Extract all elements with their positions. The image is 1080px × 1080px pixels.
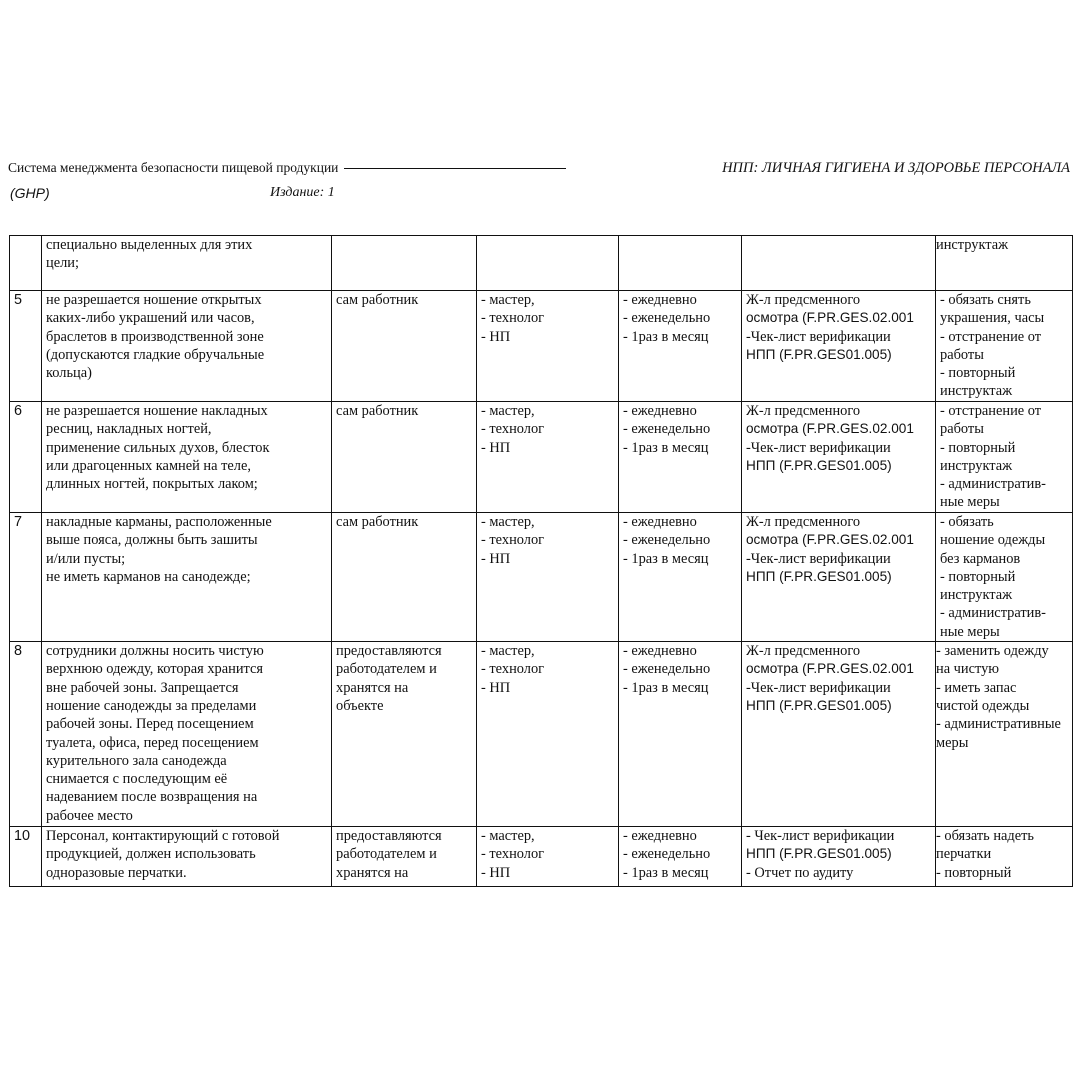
table-row bbox=[10, 402, 1073, 513]
cell-line: сам работник bbox=[336, 292, 419, 308]
cell-line: длинных ногтей, покрытых лаком; bbox=[46, 476, 258, 493]
cell-line: - еженедельно bbox=[623, 846, 711, 863]
cell-line: снимается с последующим её bbox=[46, 771, 228, 788]
records-cell bbox=[742, 513, 936, 642]
actions-cell bbox=[936, 513, 1073, 642]
cell-line: работы bbox=[940, 421, 984, 438]
cell-line: - обязать снять bbox=[940, 292, 1031, 308]
requirement-cell bbox=[42, 513, 332, 642]
actions-cell bbox=[936, 642, 1073, 827]
cell-line: одноразовые перчатки. bbox=[46, 864, 187, 881]
cell-line: - мастер, bbox=[481, 403, 535, 419]
cell-line: перчатки bbox=[936, 846, 992, 863]
cell-line: - НП bbox=[481, 864, 511, 881]
cell-line: - технолог bbox=[481, 532, 545, 549]
cell-line: рабочей зоны. Перед посещением bbox=[46, 716, 254, 733]
cell-line: на чистую bbox=[936, 661, 1000, 678]
records-cell bbox=[742, 642, 936, 827]
blank-underline bbox=[344, 167, 566, 169]
responsible-cell bbox=[332, 513, 477, 642]
cell-line: или драгоценных камней на теле, bbox=[46, 457, 251, 474]
cell-line: - ежедневно bbox=[623, 828, 697, 845]
cell-line: туалета, офиса, перед посещением bbox=[46, 734, 259, 751]
cell-line: - технолог bbox=[481, 661, 545, 678]
cell-line: верхнюю одежду, которая хранится bbox=[46, 661, 264, 678]
cell-line: - мастер, bbox=[481, 292, 535, 308]
records-cell bbox=[742, 291, 936, 402]
cell-line: Ж-л предсменного bbox=[746, 292, 861, 308]
cell-line: - отстранение от bbox=[940, 328, 1042, 345]
row-number-cell: 10 bbox=[10, 827, 42, 887]
cell-line: осмотра (F.PR.GES.02.001 bbox=[746, 532, 914, 548]
requirement-cell bbox=[42, 827, 332, 887]
actions-cell bbox=[936, 402, 1073, 513]
cell-line: - повторный bbox=[940, 365, 1016, 382]
cell-line: ношение санодежды за пределами bbox=[46, 697, 257, 714]
cell-line: сотрудники должны носить чистую bbox=[46, 643, 264, 660]
cell-line: меры bbox=[936, 734, 969, 751]
cell-line: - обязать надеть bbox=[936, 828, 1034, 845]
cell-line: сам работник bbox=[336, 514, 419, 530]
cell-line: ресниц, накладных ногтей, bbox=[46, 421, 212, 438]
cell-line: цели; bbox=[46, 255, 79, 272]
cell-line: без карманов bbox=[940, 550, 1021, 567]
cell-line: - мастер, bbox=[481, 643, 535, 660]
cell-line: НПП (F.PR.GES01.005) bbox=[746, 568, 892, 584]
actions-cell bbox=[936, 291, 1073, 402]
cell-line: (допускаются гладкие обручальные bbox=[46, 346, 265, 363]
responsible-cell bbox=[332, 642, 477, 827]
responsible-cell bbox=[332, 402, 477, 513]
cell-line: - 1раз в месяц bbox=[623, 864, 709, 881]
row-number-cell bbox=[10, 236, 42, 291]
cell-line: браслетов в производственной зоне bbox=[46, 328, 264, 345]
controller-cell bbox=[477, 291, 619, 402]
cell-line: продукцией, должен использовать bbox=[46, 846, 256, 863]
row-number-cell: 8 bbox=[10, 642, 42, 827]
cell-line: -Чек-лист верификации bbox=[746, 439, 891, 456]
cell-line: специально выделенных для этих bbox=[46, 237, 253, 253]
cell-line: -Чек-лист верификации bbox=[746, 550, 891, 567]
cell-line: - мастер, bbox=[481, 828, 535, 845]
cell-line: и/или пусты; bbox=[46, 550, 126, 567]
cell-line: хранятся на bbox=[336, 679, 409, 696]
responsible-cell bbox=[332, 236, 477, 291]
cell-line: применение сильных духов, блесток bbox=[46, 439, 270, 456]
frequency-cell bbox=[619, 642, 742, 827]
requirement-cell bbox=[42, 642, 332, 827]
cell-line: ные меры bbox=[940, 494, 1000, 511]
cell-line: - Отчет по аудиту bbox=[746, 864, 854, 881]
cell-line: -Чек-лист верификации bbox=[746, 679, 891, 696]
cell-line: - ежедневно bbox=[623, 292, 697, 308]
hygiene-requirements-table bbox=[9, 235, 1073, 887]
cell-line: сам работник bbox=[336, 403, 419, 419]
actions-cell bbox=[936, 236, 1073, 291]
cell-line: - технолог bbox=[481, 310, 545, 327]
header-system-title bbox=[8, 160, 566, 176]
cell-line: кольца) bbox=[46, 365, 92, 382]
cell-line: - 1раз в месяц bbox=[623, 328, 709, 345]
requirement-cell bbox=[42, 236, 332, 291]
table-row bbox=[10, 827, 1073, 887]
cell-line: ные меры bbox=[940, 623, 1000, 640]
cell-line: - административ- bbox=[940, 476, 1046, 493]
cell-line: работы bbox=[940, 346, 984, 363]
cell-line: - еженедельно bbox=[623, 421, 711, 438]
cell-line: - административные bbox=[936, 716, 1061, 733]
cell-line: - НП bbox=[481, 550, 511, 567]
cell-line: - технолог bbox=[481, 421, 545, 438]
cell-line: - повторный bbox=[940, 439, 1016, 456]
cell-line: - НП bbox=[481, 328, 511, 345]
cell-line: предоставляются bbox=[336, 828, 442, 845]
cell-line: - еженедельно bbox=[623, 661, 711, 678]
responsible-cell bbox=[332, 827, 477, 887]
frequency-cell bbox=[619, 827, 742, 887]
controller-cell bbox=[477, 513, 619, 642]
cell-line: НПП (F.PR.GES01.005) bbox=[746, 346, 892, 362]
cell-line: чистой одежды bbox=[936, 697, 1030, 714]
table-row bbox=[10, 236, 1073, 291]
frequency-cell bbox=[619, 291, 742, 402]
cell-line: - НП bbox=[481, 679, 511, 696]
cell-line: вне рабочей зоны. Запрещается bbox=[46, 679, 239, 696]
cell-line: - НП bbox=[481, 439, 511, 456]
cell-line: Ж-л предсменного bbox=[746, 514, 861, 530]
cell-line: - ежедневно bbox=[623, 403, 697, 419]
cell-line: - повторный bbox=[940, 568, 1016, 585]
cell-line: предоставляются bbox=[336, 643, 442, 660]
cell-line: НПП (F.PR.GES01.005) bbox=[746, 457, 892, 473]
cell-line: - ежедневно bbox=[623, 643, 697, 660]
records-cell bbox=[742, 402, 936, 513]
cell-line: инструктаж bbox=[936, 237, 1009, 253]
cell-line: осмотра (F.PR.GES.02.001 bbox=[746, 661, 914, 677]
row-number-cell: 5 bbox=[10, 291, 42, 402]
cell-line: - повторный bbox=[936, 864, 1012, 881]
cell-line: объекте bbox=[336, 697, 384, 714]
cell-line: осмотра (F.PR.GES.02.001 bbox=[746, 310, 914, 326]
cell-line: - 1раз в месяц bbox=[623, 439, 709, 456]
cell-line: выше пояса, должны быть зашиты bbox=[46, 532, 258, 549]
cell-line: НПП (F.PR.GES01.005) bbox=[746, 846, 892, 862]
cell-line: - административ- bbox=[940, 605, 1046, 622]
cell-line: - отстранение от bbox=[940, 403, 1042, 419]
cell-line: Персонал, контактирующий с готовой bbox=[46, 828, 280, 845]
row-number-cell: 6 bbox=[10, 402, 42, 513]
controller-cell bbox=[477, 236, 619, 291]
records-cell bbox=[742, 236, 936, 291]
cell-line: - ежедневно bbox=[623, 514, 697, 530]
cell-line: Ж-л предсменного bbox=[746, 643, 861, 660]
controller-cell bbox=[477, 827, 619, 887]
cell-line: НПП (F.PR.GES01.005) bbox=[746, 697, 892, 713]
cell-line: ношение одежды bbox=[940, 532, 1046, 549]
cell-line: - технолог bbox=[481, 846, 545, 863]
cell-line: инструктаж bbox=[940, 587, 1013, 604]
cell-line: работодателем и bbox=[336, 661, 437, 678]
cell-line: накладные карманы, расположенные bbox=[46, 514, 272, 530]
cell-line: - еженедельно bbox=[623, 532, 711, 549]
cell-line: - обязать bbox=[940, 514, 994, 530]
header-edition: Издание: 1 bbox=[270, 185, 335, 200]
cell-line: надеванием после возвращения на bbox=[46, 789, 258, 806]
responsible-cell bbox=[332, 291, 477, 402]
cell-line: - 1раз в месяц bbox=[623, 550, 709, 567]
cell-line: курительного зала санодежда bbox=[46, 752, 227, 769]
row-number-cell: 7 bbox=[10, 513, 42, 642]
cell-line: хранятся на bbox=[336, 864, 409, 881]
cell-line: работодателем и bbox=[336, 846, 437, 863]
header-code: (GHP) bbox=[10, 185, 50, 201]
system-title-text: Система менеджмента безопасности пищевой продукции bbox=[8, 160, 339, 175]
controller-cell bbox=[477, 642, 619, 827]
cell-line: Ж-л предсменного bbox=[746, 403, 861, 419]
cell-line: - иметь запас bbox=[936, 679, 1017, 696]
requirement-cell bbox=[42, 291, 332, 402]
cell-line: -Чек-лист верификации bbox=[746, 328, 891, 345]
frequency-cell bbox=[619, 402, 742, 513]
controller-cell bbox=[477, 402, 619, 513]
requirement-cell bbox=[42, 402, 332, 513]
records-cell bbox=[742, 827, 936, 887]
cell-line: осмотра (F.PR.GES.02.001 bbox=[746, 421, 914, 437]
cell-line: не разрешается ношение накладных bbox=[46, 403, 268, 419]
cell-line: - 1раз в месяц bbox=[623, 679, 709, 696]
frequency-cell bbox=[619, 236, 742, 291]
cell-line: не иметь карманов на санодежде; bbox=[46, 568, 251, 585]
cell-line: рабочее место bbox=[46, 807, 133, 824]
cell-line: инструктаж bbox=[940, 383, 1013, 400]
table-row bbox=[10, 291, 1073, 402]
cell-line: - мастер, bbox=[481, 514, 535, 530]
cell-line: каких-либо украшений или часов, bbox=[46, 310, 255, 327]
cell-line: украшения, часы bbox=[940, 310, 1045, 327]
table-row bbox=[10, 513, 1073, 642]
cell-line: - Чек-лист верификации bbox=[746, 828, 895, 845]
header-document-title: НПП: ЛИЧНАЯ ГИГИЕНА И ЗДОРОВЬЕ ПЕРСОНАЛА bbox=[722, 160, 1070, 176]
cell-line: инструктаж bbox=[940, 457, 1013, 474]
cell-line: не разрешается ношение открытых bbox=[46, 292, 262, 308]
actions-cell bbox=[936, 827, 1073, 887]
cell-line: - заменить одежду bbox=[936, 643, 1049, 660]
table-row bbox=[10, 642, 1073, 827]
cell-line: - еженедельно bbox=[623, 310, 711, 327]
frequency-cell bbox=[619, 513, 742, 642]
